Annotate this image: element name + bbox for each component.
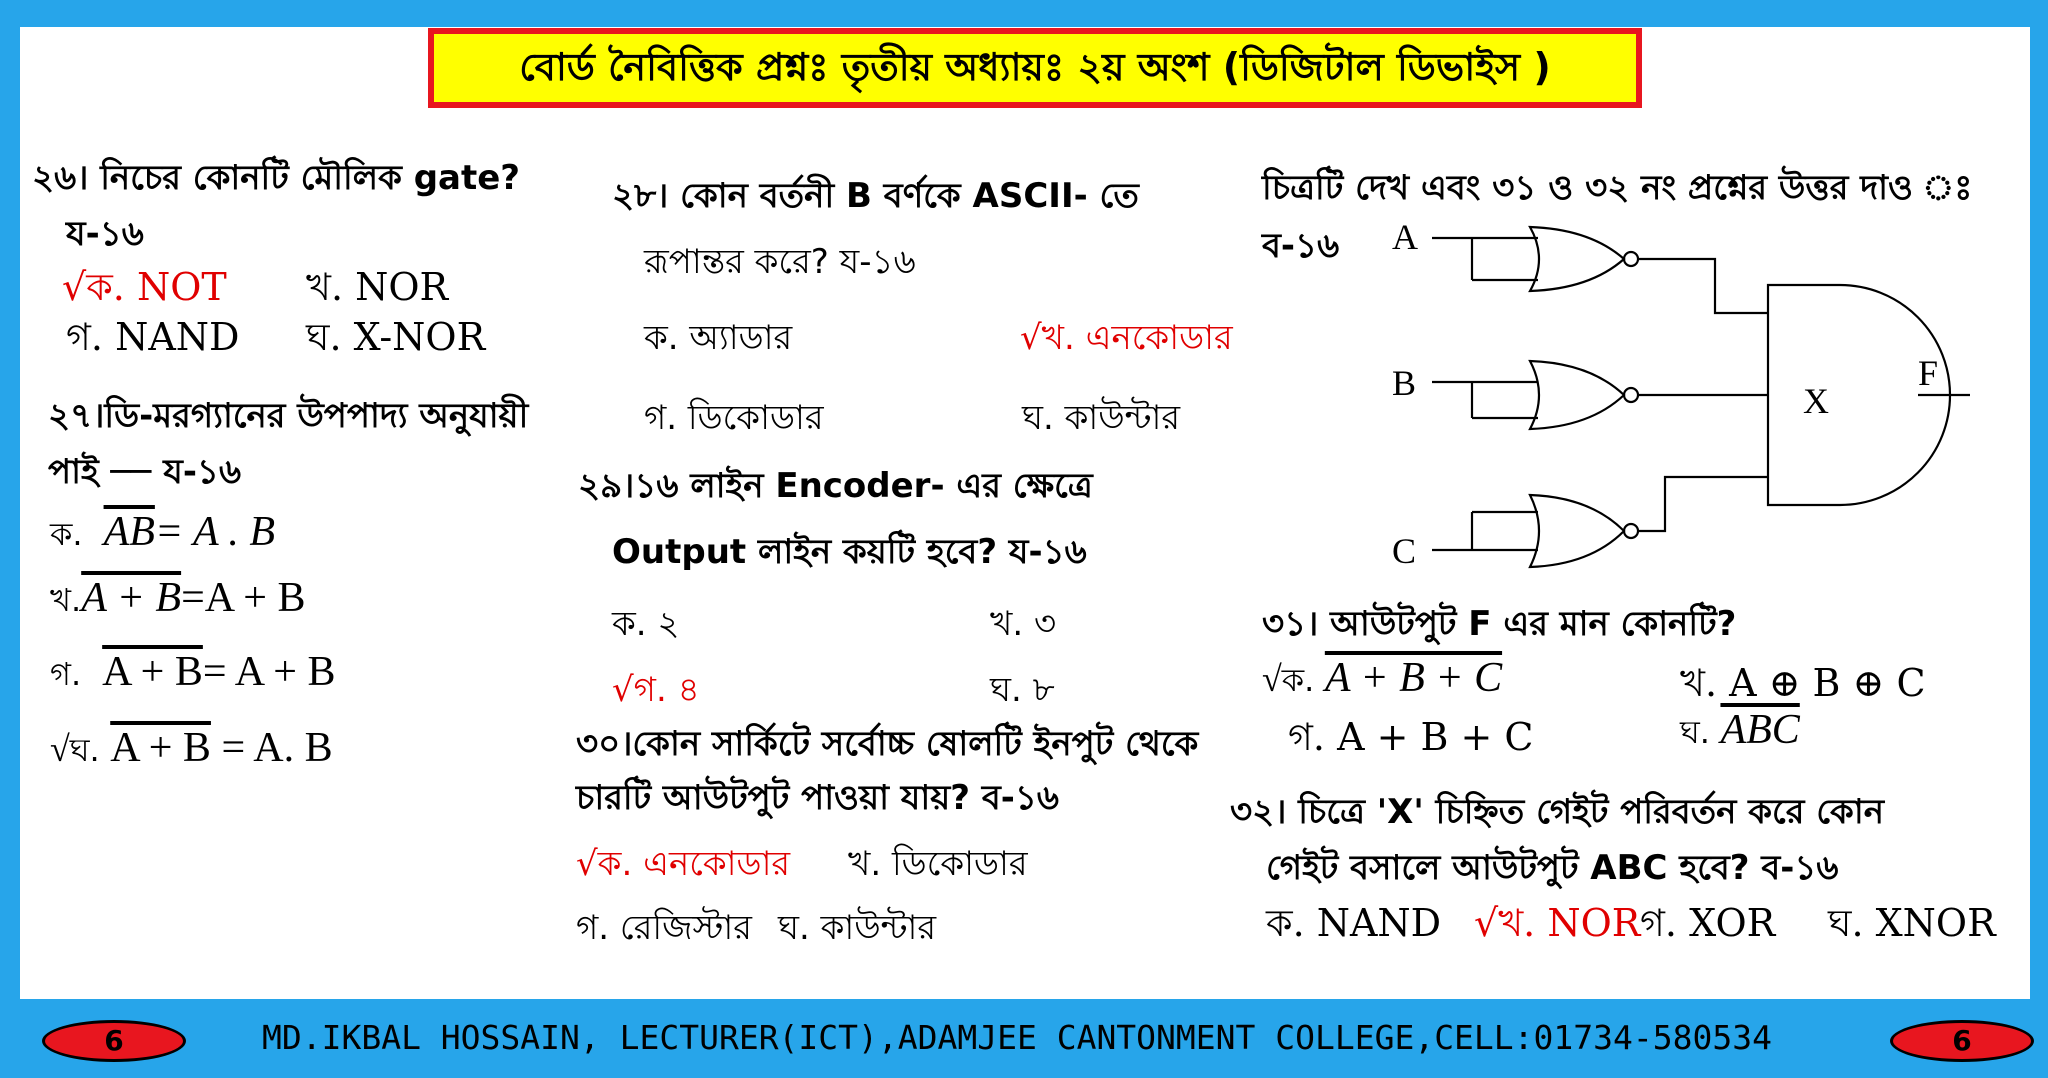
page-number-right: 6 xyxy=(1890,1020,2034,1062)
q32-option-b: √খ. NOR xyxy=(1474,901,1641,945)
check-icon: √ xyxy=(1020,318,1042,358)
q26-option-b: খ. NOR xyxy=(306,265,449,309)
check-icon: √ xyxy=(576,844,598,884)
q30-option-c: গ. রেজিস্টার xyxy=(576,908,752,948)
q28-question-line2: রূপান্তর করে? য-১৬ xyxy=(644,242,916,282)
footer-credit: MD.IKBAL HOSSAIN, LECTURER(ICT),ADAMJEE CANTONMENT COLLEGE,CELL:01734-580534 xyxy=(262,1018,1772,1057)
output-f-label: F xyxy=(1918,353,1939,393)
q31-option-b: খ. A ⊕ B ⊕ C xyxy=(1680,661,1926,705)
input-a-label: A xyxy=(1392,217,1418,257)
page-number-left: 6 xyxy=(42,1020,186,1062)
q27-question-line2: পাই ── য-১৬ xyxy=(48,452,242,492)
q32-option-d: ঘ. XNOR xyxy=(1828,901,1996,945)
q28-option-d: ঘ. কাউন্টার xyxy=(1022,398,1181,438)
q29-option-a: ক. ২ xyxy=(612,604,680,644)
q26-option-a: √ক. NOT xyxy=(62,265,227,309)
q28-question: ২৮। কোন বর্তনী B বর্ণকে ASCII- তে xyxy=(612,176,1139,216)
q31-question: ৩১। আউটপুট F এর মান কোনটি? xyxy=(1262,604,1737,644)
check-icon: √ xyxy=(612,670,634,710)
check-icon: √ xyxy=(1262,659,1282,699)
q31-option-c: গ. A + B + C xyxy=(1288,715,1534,759)
page-title: বোর্ড নৈবিত্তিক প্রশ্নঃ তৃতীয় অধ্যায়ঃ ২য় অংশ (ডিজিটাল ডিভাইস ) xyxy=(519,45,1551,89)
q32-option-a: ক. NAND xyxy=(1266,901,1442,945)
check-icon: √ xyxy=(1474,901,1499,945)
figure-board: ব-১৬ xyxy=(1262,226,1340,266)
q32-question: ৩২। চিত্রে 'X' চিহ্নিত গেইট পরিবর্তন করে কোন xyxy=(1230,792,1884,832)
q28-option-c: গ. ডিকোডার xyxy=(644,398,824,438)
q31-option-d: ঘ. $\overline{ABC}$ xyxy=(1680,707,1800,753)
check-icon: √ xyxy=(62,265,87,309)
q32-option-c: গ. XOR xyxy=(1640,901,1776,945)
q26-option-c: গ. NAND xyxy=(66,315,240,359)
q26-option-d: ঘ. X-NOR xyxy=(306,315,486,359)
q32-question-line2: গেইট বসালে আউটপুট ABC হবে? ব-১৬ xyxy=(1266,848,1839,888)
q30-question: ৩০।কোন সার্কিটে সর্বোচ্চ ষোলটি ইনপুট থেকে xyxy=(576,724,1199,764)
q29-question-line2: Output লাইন কয়টি হবে? য-১৬ xyxy=(612,532,1087,572)
q29-question: ২৯।১৬ লাইন Encoder- এর ক্ষেত্রে xyxy=(578,466,1093,506)
nor-gate-b xyxy=(1432,361,1768,429)
input-b-label: B xyxy=(1392,363,1417,403)
q29-option-d: ঘ. ৮ xyxy=(990,670,1055,710)
q30-option-a: √ক. এনকোডার xyxy=(576,844,791,884)
title-banner xyxy=(428,28,1642,108)
q30-option-d: ঘ. কাউন্টার xyxy=(778,908,937,948)
q27-option-b: খ.A + B=A + B xyxy=(50,575,306,621)
check-icon: √ xyxy=(50,729,70,769)
q27-option-c: গ. A + B= A + B xyxy=(50,649,336,695)
logic-circuit-diagram xyxy=(1380,205,1980,575)
q26-board: য-১৬ xyxy=(66,214,144,254)
q28-option-b: √খ. এনকোডার xyxy=(1020,318,1233,358)
gate-x-label: X xyxy=(1803,381,1829,421)
nor-gate-c xyxy=(1432,477,1768,567)
gate-x xyxy=(1768,285,1970,505)
q27-option-a: ক. $\overline{AB}= A$ . B xyxy=(50,509,276,555)
input-c-label: C xyxy=(1392,531,1417,571)
q29-option-c: √গ. ৪ xyxy=(612,670,700,710)
q28-option-a: ক. অ্যাডার xyxy=(644,318,793,358)
q31-option-a: √ক. A + B + C xyxy=(1262,655,1503,701)
q27-question: ২৭।ডি-মরগ্যানের উপপাদ্য অনুযায়ী xyxy=(48,396,529,436)
q26-question: ২৬। নিচের কোনটি মৌলিক gate? xyxy=(32,158,521,198)
q29-option-b: খ. ৩ xyxy=(990,604,1057,644)
q30-option-b: খ. ডিকোডার xyxy=(848,844,1028,884)
q27-option-d: √ঘ. A + B = A. B xyxy=(50,725,333,771)
q30-question-line2: চারটি আউটপুট পাওয়া যায়? ব-১৬ xyxy=(576,778,1060,818)
nor-gate-a xyxy=(1432,227,1768,313)
figure-instruction: চিত্রটি দেখ এবং ৩১ ও ৩২ নং প্রশ্নের উত্তর দাও ঃ xyxy=(1262,168,1973,208)
